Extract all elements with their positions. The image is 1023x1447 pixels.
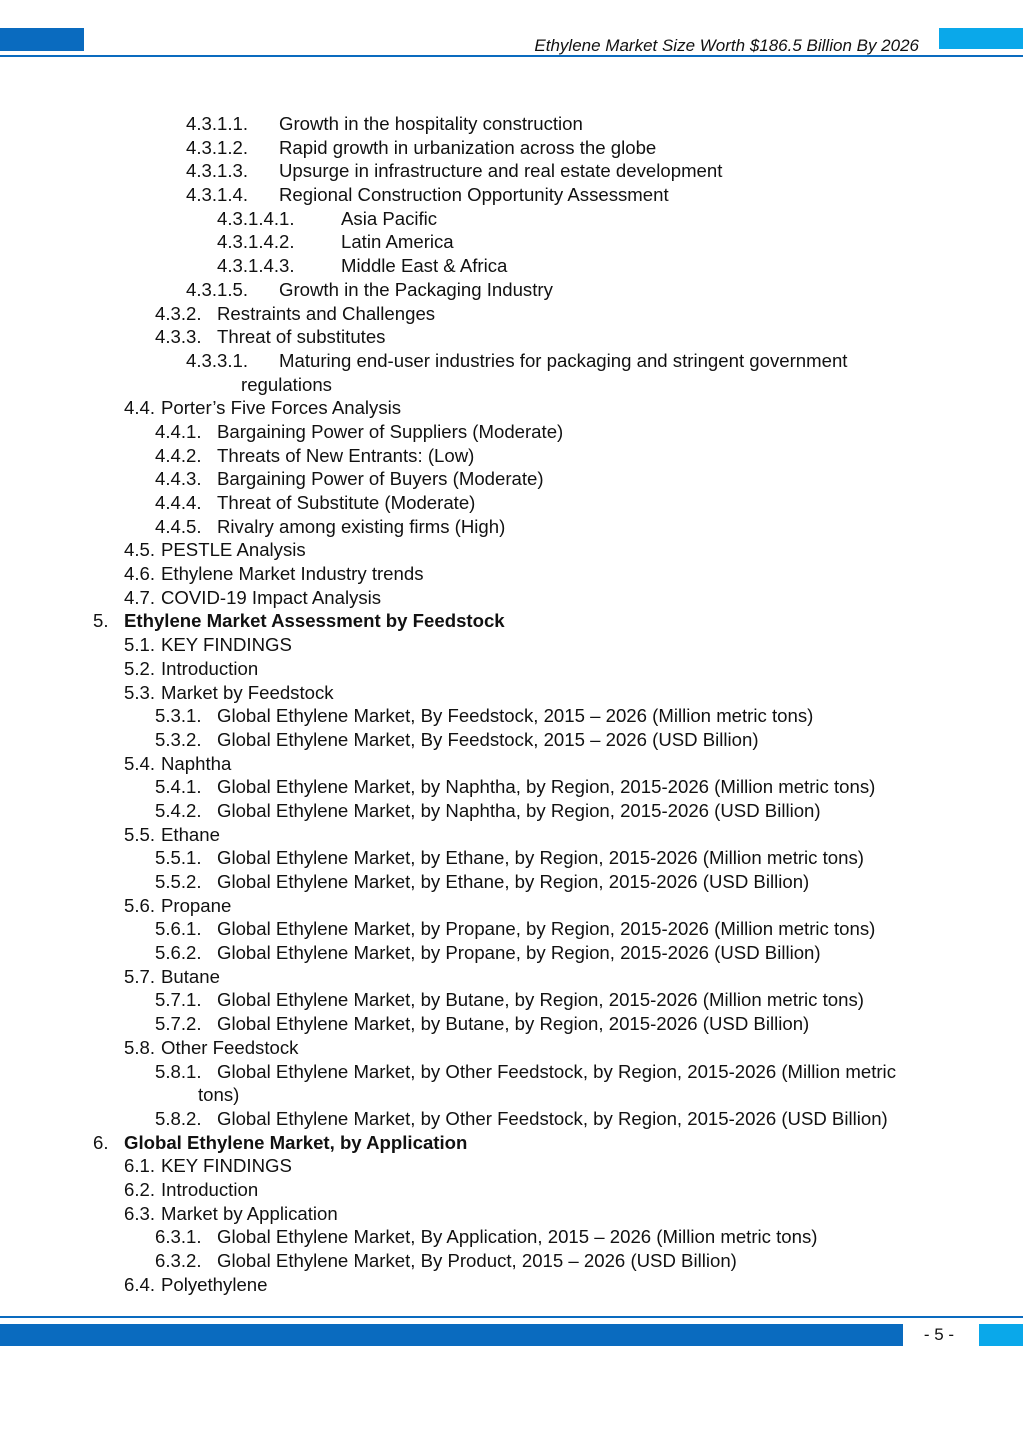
toc-entry <box>0 609 1023 633</box>
toc-entry-number: 5.8. <box>124 1036 156 1058</box>
toc-entry-number: 5.4.1. <box>155 776 202 798</box>
toc-entry-title: Global Ethylene Market, by Application <box>124 1131 468 1153</box>
toc-entry <box>0 562 1023 586</box>
toc-entry <box>0 396 1023 420</box>
toc-entry-title: Propane <box>161 894 232 916</box>
toc-entry-title: Global Ethylene Market, by Butane, by Region, 2015-2026 (Million metric tons) <box>217 989 864 1011</box>
toc-entry-number: 5.7.1. <box>155 989 202 1011</box>
toc-entry <box>0 823 1023 847</box>
toc-entry-title: Threats of New Entrants: (Low) <box>217 444 475 466</box>
toc-entry <box>0 183 1023 207</box>
toc-entry-title: KEY FINDINGS <box>161 634 292 656</box>
toc-entry <box>0 1178 1023 1202</box>
toc-entry <box>0 704 1023 728</box>
toc-entry-number: 6.2. <box>124 1178 156 1200</box>
toc-entry <box>0 207 1023 231</box>
toc-entry <box>0 515 1023 539</box>
toc-entry-title: Polyethylene <box>161 1273 268 1295</box>
toc-entry-number: 6.1. <box>124 1155 156 1177</box>
toc-entry-title: Other Feedstock <box>161 1036 299 1058</box>
toc-entry <box>0 444 1023 468</box>
toc-entry-title: Global Ethylene Market, By Application, 2015 – 2026 (Million metric tons) <box>217 1226 818 1248</box>
toc-entry-title: Rapid growth in urbanization across the globe <box>279 136 657 158</box>
toc-entry-title: Market by Application <box>161 1202 338 1224</box>
toc-entry <box>0 1131 1023 1155</box>
toc-entry-number: 4.3.1.4.1. <box>217 207 295 229</box>
toc-entry <box>0 941 1023 965</box>
toc-entry-number: 5.8.2. <box>155 1107 202 1129</box>
toc-entry-title: Ethane <box>161 823 220 845</box>
toc-entry <box>0 278 1023 302</box>
toc-entry-title: Global Ethylene Market, By Feedstock, 2015 – 2026 (USD Billion) <box>217 728 759 750</box>
toc-entry <box>0 752 1023 776</box>
toc-entry-number: 4.3.1.3. <box>186 160 249 182</box>
toc-entry <box>0 965 1023 989</box>
toc-entry-number: 4.3.1.4.3. <box>217 255 295 277</box>
toc-entry <box>0 1060 1023 1084</box>
toc-entry-number: 6.3. <box>124 1202 156 1224</box>
toc-entry-title: Growth in the hospitality construction <box>279 113 583 134</box>
toc-entry-title: Global Ethylene Market, by Ethane, by Region, 2015-2026 (USD Billion) <box>217 871 810 892</box>
toc-entry-number: 4.3.1.1. <box>186 113 249 134</box>
toc-entry-number: 5. <box>93 610 109 632</box>
page-number: - 5 - <box>923 1325 955 1344</box>
toc-entry-title: Upsurge in infrastructure and real estate development <box>279 160 723 182</box>
toc-entry <box>0 728 1023 752</box>
footer-rule <box>0 1316 1023 1318</box>
toc-entry-title: Global Ethylene Market, by Naphtha, by Region, 2015-2026 (Million metric tons) <box>217 776 876 798</box>
footer-accent-right <box>979 1324 1023 1346</box>
toc-entry-number: 6.3.2. <box>155 1250 202 1271</box>
toc-entry-number: 4.4. <box>124 397 156 419</box>
toc-entry <box>0 112 1023 136</box>
toc-entry-title: Global Ethylene Market, by Propane, by Region, 2015-2026 (USD Billion) <box>217 942 821 964</box>
toc-entry-title: Global Ethylene Market, by Ethane, by Region, 2015-2026 (Million metric tons) <box>217 847 864 869</box>
toc-entry <box>0 254 1023 278</box>
toc-entry-number: 5.7. <box>124 965 156 987</box>
toc-entry <box>0 1107 1023 1131</box>
toc-entry-number: 5.2. <box>124 657 156 679</box>
toc-entry-number: 6.4. <box>124 1273 156 1295</box>
toc-entry-number: 5.5.1. <box>155 847 202 869</box>
toc-entry-title: Ethylene Market Assessment by Feedstock <box>124 610 505 632</box>
toc-entry-title: Threat of Substitute (Moderate) <box>217 492 476 513</box>
toc-entry <box>0 657 1023 681</box>
toc-entry-number: 4.4.5. <box>155 515 202 537</box>
toc-entry-number: 4.4.4. <box>155 492 202 513</box>
header-accent-right <box>939 28 1023 49</box>
toc-entry-title: Latin America <box>341 231 454 253</box>
toc-entry-number: 4.6. <box>124 563 156 585</box>
toc-entry-title: Butane <box>161 965 220 987</box>
toc-entry-number: 5.6. <box>124 894 156 916</box>
toc-entry <box>0 325 1023 349</box>
toc-entry-number: 5.6.1. <box>155 918 202 940</box>
toc-entry-continuation <box>0 373 1023 397</box>
toc-entry-title-continued: regulations <box>241 373 332 395</box>
toc-entry-title: Rivalry among existing firms (High) <box>217 515 506 537</box>
toc-entry-number: 5.8.1. <box>155 1060 202 1082</box>
toc-entry <box>0 870 1023 894</box>
toc-entry <box>0 302 1023 326</box>
header-accent-left <box>0 28 84 51</box>
toc-entry-title: Regional Construction Opportunity Assessment <box>279 184 669 206</box>
toc-entry-continuation <box>0 1083 1023 1107</box>
toc-entry <box>0 491 1023 515</box>
toc-entry-title: Middle East & Africa <box>341 255 508 277</box>
toc-entry <box>0 894 1023 918</box>
toc-entry-title: Growth in the Packaging Industry <box>279 278 553 300</box>
toc-entry <box>0 988 1023 1012</box>
toc-entry-title: Global Ethylene Market, By Product, 2015 – 2026 (USD Billion) <box>217 1250 737 1271</box>
toc-entry-title: Global Ethylene Market, by Propane, by Region, 2015-2026 (Million metric tons) <box>217 918 876 940</box>
toc-entry <box>0 799 1023 823</box>
toc-entry <box>0 1225 1023 1249</box>
toc-entry-title: Bargaining Power of Buyers (Moderate) <box>217 468 544 490</box>
toc-entry-number: 4.3.1.2. <box>186 136 249 158</box>
toc-entry <box>0 917 1023 941</box>
toc-entry-number: 4.5. <box>124 539 156 561</box>
toc-entry-title: COVID-19 Impact Analysis <box>161 586 382 608</box>
toc-entry-number: 5.3.2. <box>155 728 202 750</box>
toc-entry <box>0 775 1023 799</box>
toc-entry-number: 5.5.2. <box>155 871 202 892</box>
toc-entry-title: Naphtha <box>161 752 232 774</box>
toc-entry-title: PESTLE Analysis <box>161 539 306 561</box>
toc-entry-number: 6. <box>93 1131 109 1153</box>
toc-entry <box>0 1202 1023 1226</box>
toc-entry-title: Introduction <box>161 1178 259 1200</box>
toc-entry-number: 4.3.1.4.2. <box>217 231 295 253</box>
toc-entry <box>0 230 1023 254</box>
toc-entry-number: 4.3.1.4. <box>186 184 249 206</box>
toc-entry-number: 4.4.2. <box>155 444 202 466</box>
toc-entry-title: Maturing end-user industries for packaging and stringent government <box>279 349 848 371</box>
header-title: Ethylene Market Size Worth $186.5 Billion By 2026 <box>534 36 919 55</box>
toc-entry-number: 5.5. <box>124 823 156 845</box>
header-rule <box>0 55 1023 57</box>
toc-entry <box>0 1249 1023 1273</box>
toc-entry-number: 4.4.3. <box>155 468 202 490</box>
toc-entry <box>0 1012 1023 1036</box>
toc-entry-title: Introduction <box>161 657 259 679</box>
toc-entry-number: 5.3. <box>124 681 156 703</box>
toc-entry-title: Porter’s Five Forces Analysis <box>161 397 402 419</box>
toc-entry-number: 4.3.3. <box>155 326 202 348</box>
toc-entry-title: Global Ethylene Market, By Feedstock, 2015 – 2026 (Million metric tons) <box>217 705 814 727</box>
toc-entry-title: Global Ethylene Market, by Butane, by Region, 2015-2026 (USD Billion) <box>217 1013 810 1035</box>
toc-entry-number: 5.6.2. <box>155 942 202 964</box>
toc-entry-number: 4.7. <box>124 586 156 608</box>
toc-entry-number: 5.4. <box>124 752 156 774</box>
toc-entry-number: 6.3.1. <box>155 1226 202 1248</box>
toc-entry-title: Ethylene Market Industry trends <box>161 563 424 585</box>
toc-entry-number: 4.3.1.5. <box>186 278 249 300</box>
toc-entry <box>0 1036 1023 1060</box>
toc-entry-title: Global Ethylene Market, by Naphtha, by Region, 2015-2026 (USD Billion) <box>217 799 821 821</box>
toc-entry <box>0 349 1023 373</box>
toc-entry <box>0 538 1023 562</box>
toc-entry-title: Restraints and Challenges <box>217 302 436 324</box>
toc-entry-number: 4.3.2. <box>155 302 202 324</box>
toc-entry-title: Threat of substitutes <box>217 326 386 348</box>
toc-entry-title: Global Ethylene Market, by Other Feedstock, by Region, 2015-2026 (Million metric <box>217 1060 896 1082</box>
toc-entry <box>0 467 1023 491</box>
footer-bar <box>0 1324 903 1346</box>
toc-entry-title: Bargaining Power of Suppliers (Moderate) <box>217 420 564 442</box>
toc-entry <box>0 159 1023 183</box>
table-of-contents <box>0 112 1023 1296</box>
toc-entry-number: 4.3.3.1. <box>186 349 249 371</box>
toc-entry-number: 5.4.2. <box>155 799 202 821</box>
toc-entry <box>0 420 1023 444</box>
toc-entry <box>0 1273 1023 1297</box>
toc-entry <box>0 846 1023 870</box>
toc-entry-title: Asia Pacific <box>341 207 438 229</box>
toc-entry-number: 5.7.2. <box>155 1013 202 1035</box>
toc-entry-number: 4.4.1. <box>155 420 202 442</box>
toc-entry <box>0 681 1023 705</box>
toc-entry-title: Market by Feedstock <box>161 681 334 703</box>
toc-entry-title: KEY FINDINGS <box>161 1155 292 1177</box>
toc-entry <box>0 1154 1023 1178</box>
toc-entry-title-continued: tons) <box>198 1084 240 1106</box>
toc-entry-title: Global Ethylene Market, by Other Feedstock, by Region, 2015-2026 (USD Billion) <box>217 1107 888 1129</box>
toc-entry <box>0 136 1023 160</box>
toc-entry-number: 5.1. <box>124 634 156 656</box>
toc-entry <box>0 586 1023 610</box>
toc-entry <box>0 633 1023 657</box>
toc-entry-number: 5.3.1. <box>155 705 202 727</box>
